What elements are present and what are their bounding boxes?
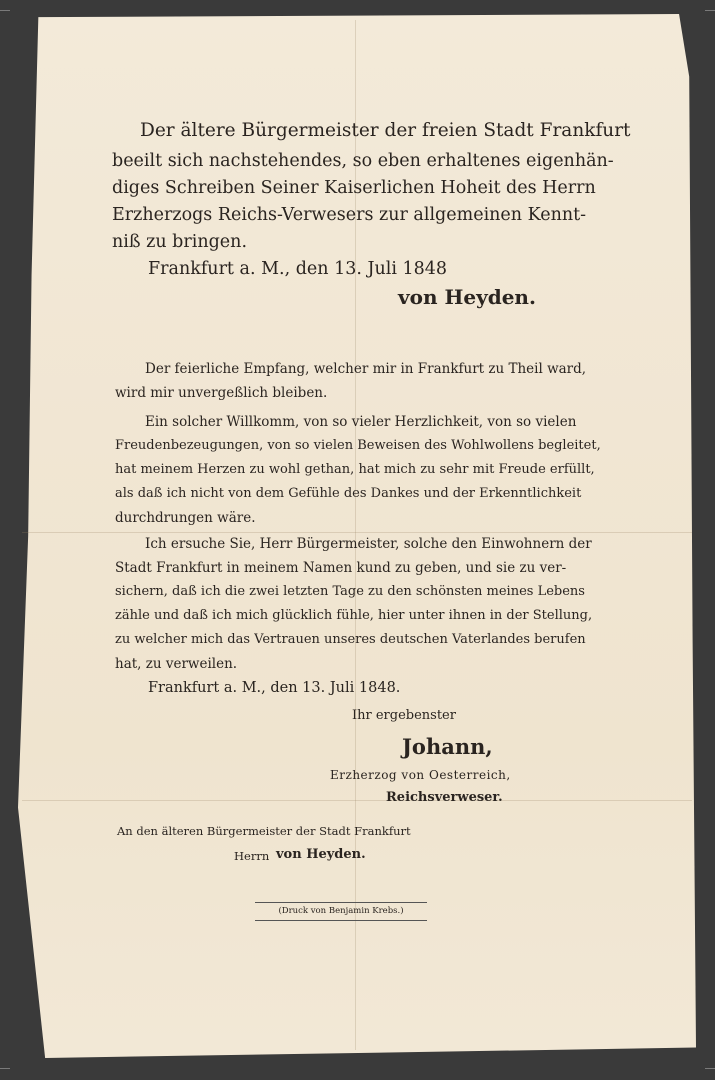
letter-line: als daß ich nicht von dem Gefühle des Dankes und der Erkenntlichkeit	[115, 486, 582, 501]
fold-line	[22, 800, 692, 801]
letter-line: wird mir unvergeßlich bleiben.	[115, 385, 328, 401]
letter-line: Der feierliche Empfang, welcher mir in Frankfurt zu Theil ward,	[145, 361, 587, 377]
letter-line: Freudenbezeugungen, von so vielen Beweisen des Wohlwollens begleitet,	[115, 438, 601, 453]
letter-date: Frankfurt a. M., den 13. Juli 1848.	[148, 680, 401, 696]
address-name: von Heyden.	[276, 847, 366, 862]
letter-signer-title: Erzherzog von Oesterreich,	[330, 768, 511, 782]
letter-line: zähle und daß ich mich glücklich fühle, hier unter ihnen in der Stellung,	[115, 608, 593, 623]
proclamation-line: Der ältere Bürgermeister der freien Stadt Frankfurt	[140, 120, 631, 141]
proclamation-line: niß zu bringen.	[112, 232, 248, 252]
crop-mark	[705, 1068, 715, 1069]
crop-mark	[0, 1068, 10, 1069]
proclamation-line: beeilt sich nachstehendes, so eben erhaltenes eigenhän-	[112, 151, 614, 171]
letter-line: hat meinem Herzen zu wohl gethan, hat mich zu sehr mit Freude erfüllt,	[115, 462, 595, 477]
letter-line: Ein solcher Willkomm, von so vieler Herzlichkeit, von so vielen	[145, 414, 577, 430]
letter-line: sichern, daß ich die zwei letzten Tage zu den schönsten meines Lebens	[115, 584, 585, 599]
address-prefix: Herrn	[234, 849, 270, 863]
crop-mark	[705, 10, 715, 11]
letter-closing: Ihr ergebenster	[352, 708, 456, 723]
imprint-rule-bottom	[255, 920, 427, 921]
proclamation-line: diges Schreiben Seiner Kaiserlichen Hoheit des Herrn	[112, 178, 596, 198]
crop-mark	[0, 10, 10, 11]
letter-line: durchdrungen wäre.	[115, 510, 256, 526]
letter-line: Ich ersuche Sie, Herr Bürgermeister, solche den Einwohnern der	[145, 536, 592, 552]
proclamation-signature: von Heyden.	[398, 285, 536, 309]
letter-line: Stadt Frankfurt in meinem Namen kund zu geben, und sie zu ver-	[115, 560, 567, 576]
letter-line: zu welcher mich das Vertrauen unseres deutschen Vaterlandes berufen	[115, 632, 586, 647]
letter-signer-name: Johann,	[402, 734, 493, 759]
printer-imprint: (Druck von Benjamin Krebs.)	[278, 906, 404, 916]
proclamation-line: Erzherzogs Reichs-Verwesers zur allgemeinen Kennt-	[112, 205, 587, 225]
imprint-rule-top	[255, 902, 427, 903]
proclamation-date: Frankfurt a. M., den 13. Juli 1848	[148, 259, 448, 279]
address-line: An den älteren Bürgermeister der Stadt Frankfurt	[117, 824, 411, 838]
letter-line: hat, zu verweilen.	[115, 656, 238, 672]
letter-signer-office: Reichsverweser.	[386, 790, 503, 805]
